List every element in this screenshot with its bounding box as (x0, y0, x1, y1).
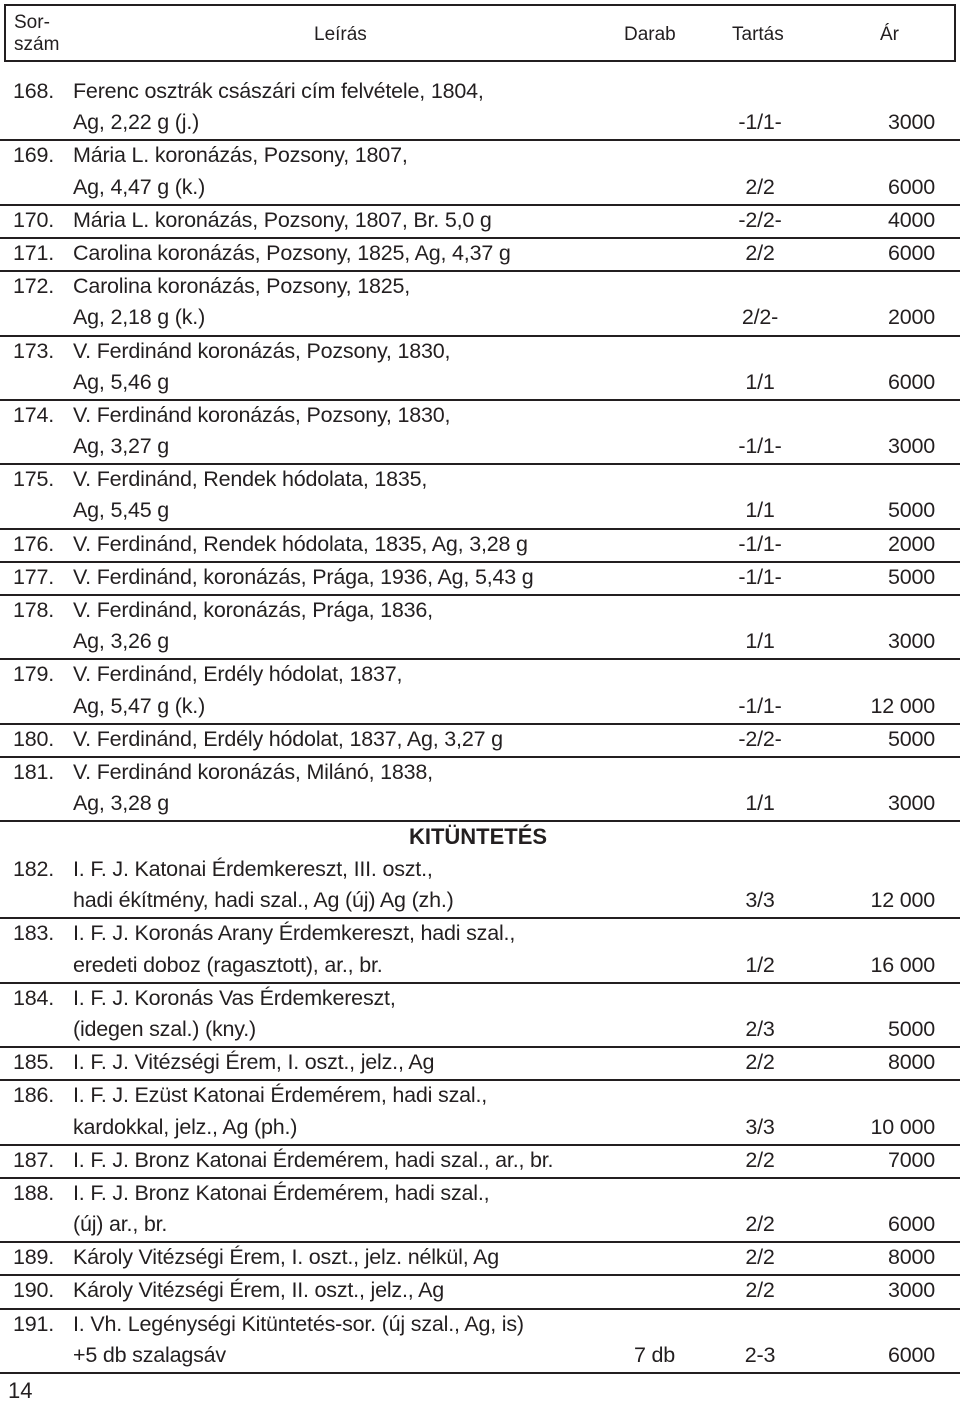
item-description: I. F. J. Bronz Katonai Érdemérem, hadi szal., (73, 1180, 490, 1205)
item-number: 184. (13, 985, 55, 1010)
list-item (0, 660, 960, 724)
item-tartas: 1/2 (745, 952, 775, 977)
item-line (0, 303, 960, 334)
item-tartas: 2/2- (741, 305, 779, 330)
item-ar: 3000 (887, 1278, 935, 1303)
item-ar: 3000 (887, 110, 935, 135)
item-line (0, 596, 960, 627)
item-description: (új) ar., br. (73, 1212, 168, 1237)
list-item (0, 725, 960, 758)
item-description: V. Ferdinánd koronázás, Milánó, 1838, (73, 759, 433, 784)
item-tartas: 2/2 (745, 1147, 775, 1172)
item-tartas: -1/1- (738, 564, 782, 589)
item-ar: 3000 (887, 629, 935, 654)
item-description: Ag, 5,46 g (73, 369, 170, 394)
item-tartas: -1/1- (738, 531, 782, 556)
item-number: 171. (13, 240, 55, 265)
item-ar: 5000 (887, 564, 935, 589)
item-line (0, 855, 960, 886)
item-description: Ag, 2,18 g (k.) (73, 305, 206, 330)
list-item (0, 1081, 960, 1145)
item-description: V. Ferdinánd, Rendek hódolata, 1835, Ag, 3,28 g (73, 531, 528, 556)
list-item (0, 1179, 960, 1243)
item-number: 174. (13, 402, 55, 427)
item-description: Carolina koronázás, Pozsony, 1825, (73, 274, 411, 299)
item-number: 188. (13, 1180, 55, 1205)
item-description: V. Ferdinánd, Erdély hódolat, 1837, (73, 662, 403, 687)
item-number: 190. (13, 1278, 55, 1303)
item-description: Ag, 3,26 g (73, 629, 170, 654)
item-number: 177. (13, 564, 55, 589)
list-item (0, 272, 960, 336)
item-line (0, 432, 960, 463)
item-description: Mária L. koronázás, Pozsony, 1807, Br. 5,0 g (73, 207, 492, 232)
item-line (0, 984, 960, 1015)
item-description: I. F. J. Koronás Vas Érdemkereszt, (73, 985, 396, 1010)
item-line (0, 530, 960, 561)
item-description: Ag, 5,45 g (73, 498, 170, 523)
section-title (0, 824, 960, 850)
item-line (0, 368, 960, 399)
item-number: 168. (13, 79, 55, 103)
list-item (0, 855, 960, 919)
item-ar: 12 000 (870, 888, 935, 913)
item-description: hadi ékítmény, hadi szal., Ag (új) Ag (zh.) (73, 888, 454, 913)
item-description: I. F. J. Katonai Érdemkereszt, III. oszt., (73, 857, 433, 881)
item-number: 191. (13, 1311, 55, 1336)
item-line (0, 1113, 960, 1144)
list-item (0, 141, 960, 205)
list-item (0, 206, 960, 239)
item-ar: 5000 (887, 1016, 935, 1041)
item-ar: 4000 (887, 207, 935, 232)
item-number: 179. (13, 662, 55, 687)
item-tartas: 3/3 (745, 1114, 775, 1139)
list-item (0, 596, 960, 660)
item-line (0, 465, 960, 496)
item-line (0, 951, 960, 982)
item-line (0, 919, 960, 950)
item-line (0, 725, 960, 756)
item-number: 181. (13, 759, 55, 784)
item-line (0, 1341, 960, 1372)
item-description: Ag, 3,28 g (73, 791, 170, 816)
item-description: Ag, 2,22 g (j.) (73, 110, 200, 135)
item-ar: 7000 (887, 1147, 935, 1172)
item-number: 183. (13, 921, 55, 946)
item-line (0, 886, 960, 917)
item-tartas: -2/2- (738, 726, 782, 751)
item-description: I. F. J. Koronás Arany Érdemkereszt, hadi szal., (73, 921, 516, 946)
item-tartas: -1/1- (738, 693, 782, 718)
item-line (0, 1210, 960, 1241)
item-number: 169. (13, 143, 55, 168)
item-number: 172. (13, 274, 55, 299)
item-description: V. Ferdinánd koronázás, Pozsony, 1830, (73, 338, 451, 363)
item-line (0, 141, 960, 172)
item-ar: 10 000 (870, 1114, 935, 1139)
item-tartas: 2/2 (745, 174, 775, 199)
list-item (0, 530, 960, 563)
item-tartas: 1/1 (745, 369, 775, 394)
item-number: 178. (13, 598, 55, 622)
item-description: V. Ferdinánd, Erdély hódolat, 1837, Ag, 3,27 g (73, 726, 503, 751)
item-number: 176. (13, 531, 55, 556)
item-description: Ag, 5,47 g (k.) (73, 693, 206, 718)
item-ar: 6000 (887, 1212, 935, 1237)
list-item (0, 401, 960, 465)
header-darab: Darab (624, 24, 676, 45)
item-ar: 8000 (887, 1050, 935, 1075)
item-description: I. F. J. Bronz Katonai Érdemérem, hadi szal., ar., br. (73, 1147, 554, 1172)
item-tartas: 2/2 (745, 1212, 775, 1237)
item-line (0, 1276, 960, 1307)
item-ar: 16 000 (870, 952, 935, 977)
list-item (0, 919, 960, 983)
list-item (0, 1048, 960, 1081)
item-line (0, 496, 960, 527)
item-description: (idegen szal.) (kny.) (73, 1016, 256, 1041)
item-tartas: 2-3 (744, 1342, 776, 1367)
item-number: 170. (13, 207, 55, 232)
item-description: Károly Vitézségi Érem, II. oszt., jelz., Ag (73, 1278, 444, 1303)
item-tartas: 2/2 (745, 1278, 775, 1303)
item-tartas: -1/1- (738, 110, 782, 135)
header-tartas: Tartás (732, 24, 784, 45)
item-ar: 6000 (887, 240, 935, 265)
item-line (0, 1310, 960, 1341)
item-line (0, 758, 960, 789)
item-line (0, 1081, 960, 1112)
list-item (0, 77, 960, 141)
item-tartas: -1/1- (738, 434, 782, 459)
item-ar: 3000 (887, 791, 935, 816)
item-line (0, 173, 960, 204)
item-description: V. Ferdinánd, koronázás, Prága, 1836, (73, 598, 433, 622)
item-tartas: 2/2 (745, 1050, 775, 1075)
item-description: Ag, 4,47 g (k.) (73, 174, 206, 199)
item-number: 189. (13, 1245, 55, 1270)
item-description: I. Vh. Legénységi Kitüntetés-sor. (új szal., Ag, is) (73, 1311, 524, 1336)
item-line (0, 401, 960, 432)
item-line (0, 1243, 960, 1274)
item-description: +5 db szalagsáv (73, 1342, 226, 1367)
item-line (0, 660, 960, 691)
item-tartas: 3/3 (745, 888, 775, 913)
item-description: V. Ferdinánd, Rendek hódolata, 1835, (73, 467, 428, 492)
item-description: V. Ferdinánd, koronázás, Prága, 1936, Ag, 5,43 g (73, 564, 534, 589)
item-line (0, 108, 960, 139)
item-tartas: 2/2 (745, 240, 775, 265)
list-item (0, 758, 960, 822)
header-ar: Ár (880, 24, 899, 45)
item-description: Károly Vitézségi Érem, I. oszt., jelz. nélkül, Ag (73, 1245, 499, 1270)
item-ar: 12 000 (870, 693, 935, 718)
item-line (0, 1179, 960, 1210)
item-number: 186. (13, 1083, 55, 1108)
item-description: V. Ferdinánd koronázás, Pozsony, 1830, (73, 402, 451, 427)
item-line (0, 272, 960, 303)
item-tartas: 1/1 (745, 791, 775, 816)
item-darab: 7 db (633, 1342, 675, 1367)
item-line (0, 77, 960, 108)
item-line (0, 239, 960, 270)
item-ar: 5000 (887, 726, 935, 751)
list-item (0, 984, 960, 1048)
item-ar: 2000 (887, 531, 935, 556)
item-ar: 6000 (887, 1342, 935, 1367)
item-line (0, 1015, 960, 1046)
item-description: Ag, 3,27 g (73, 434, 170, 459)
item-line (0, 563, 960, 594)
item-line (0, 692, 960, 723)
list-item (0, 337, 960, 401)
page-number: 14 (8, 1378, 33, 1403)
item-tartas: 1/1 (745, 629, 775, 654)
item-description: I. F. J. Vitézségi Érem, I. oszt., jelz., Ag (73, 1050, 435, 1075)
item-number: 180. (13, 726, 55, 751)
item-number: 175. (13, 467, 55, 492)
item-ar: 5000 (887, 498, 935, 523)
list-item (0, 239, 960, 272)
list-item (0, 1276, 960, 1309)
item-ar: 6000 (887, 369, 935, 394)
item-line (0, 206, 960, 237)
catalog-list-kituntetes (0, 855, 960, 1374)
item-tartas: 2/2 (745, 1245, 775, 1270)
table-header (4, 4, 956, 62)
list-item (0, 1146, 960, 1179)
item-description: Ferenc osztrák császári cím felvétele, 1804, (73, 79, 484, 103)
section-title-text: KITÜNTETÉS (408, 824, 548, 849)
header-leiras: Leírás (314, 24, 367, 45)
item-line (0, 337, 960, 368)
item-number: 185. (13, 1050, 55, 1075)
item-line (0, 789, 960, 820)
item-ar: 8000 (887, 1245, 935, 1270)
item-number: 182. (13, 857, 55, 881)
header-sorszam: Sor- szám (14, 12, 60, 55)
item-number: 187. (13, 1147, 55, 1172)
list-item (0, 465, 960, 529)
item-tartas: 2/3 (745, 1016, 775, 1041)
item-description: Mária L. koronázás, Pozsony, 1807, (73, 143, 408, 168)
item-description: eredeti doboz (ragasztott), ar., br. (73, 952, 383, 977)
item-line (0, 1146, 960, 1177)
item-ar: 6000 (887, 174, 935, 199)
item-description: Carolina koronázás, Pozsony, 1825, Ag, 4,37 g (73, 240, 511, 265)
list-item (0, 1243, 960, 1276)
item-ar: 2000 (887, 305, 935, 330)
item-tartas: 1/1 (745, 498, 775, 523)
item-description: I. F. J. Ezüst Katonai Érdemérem, hadi szal., (73, 1083, 488, 1108)
list-item (0, 1310, 960, 1374)
item-number: 173. (13, 338, 55, 363)
list-item (0, 563, 960, 596)
item-tartas: -2/2- (738, 207, 782, 232)
item-description: kardokkal, jelz., Ag (ph.) (73, 1114, 298, 1139)
catalog-list (0, 77, 960, 822)
item-line (0, 1048, 960, 1079)
item-line (0, 627, 960, 658)
item-ar: 3000 (887, 434, 935, 459)
